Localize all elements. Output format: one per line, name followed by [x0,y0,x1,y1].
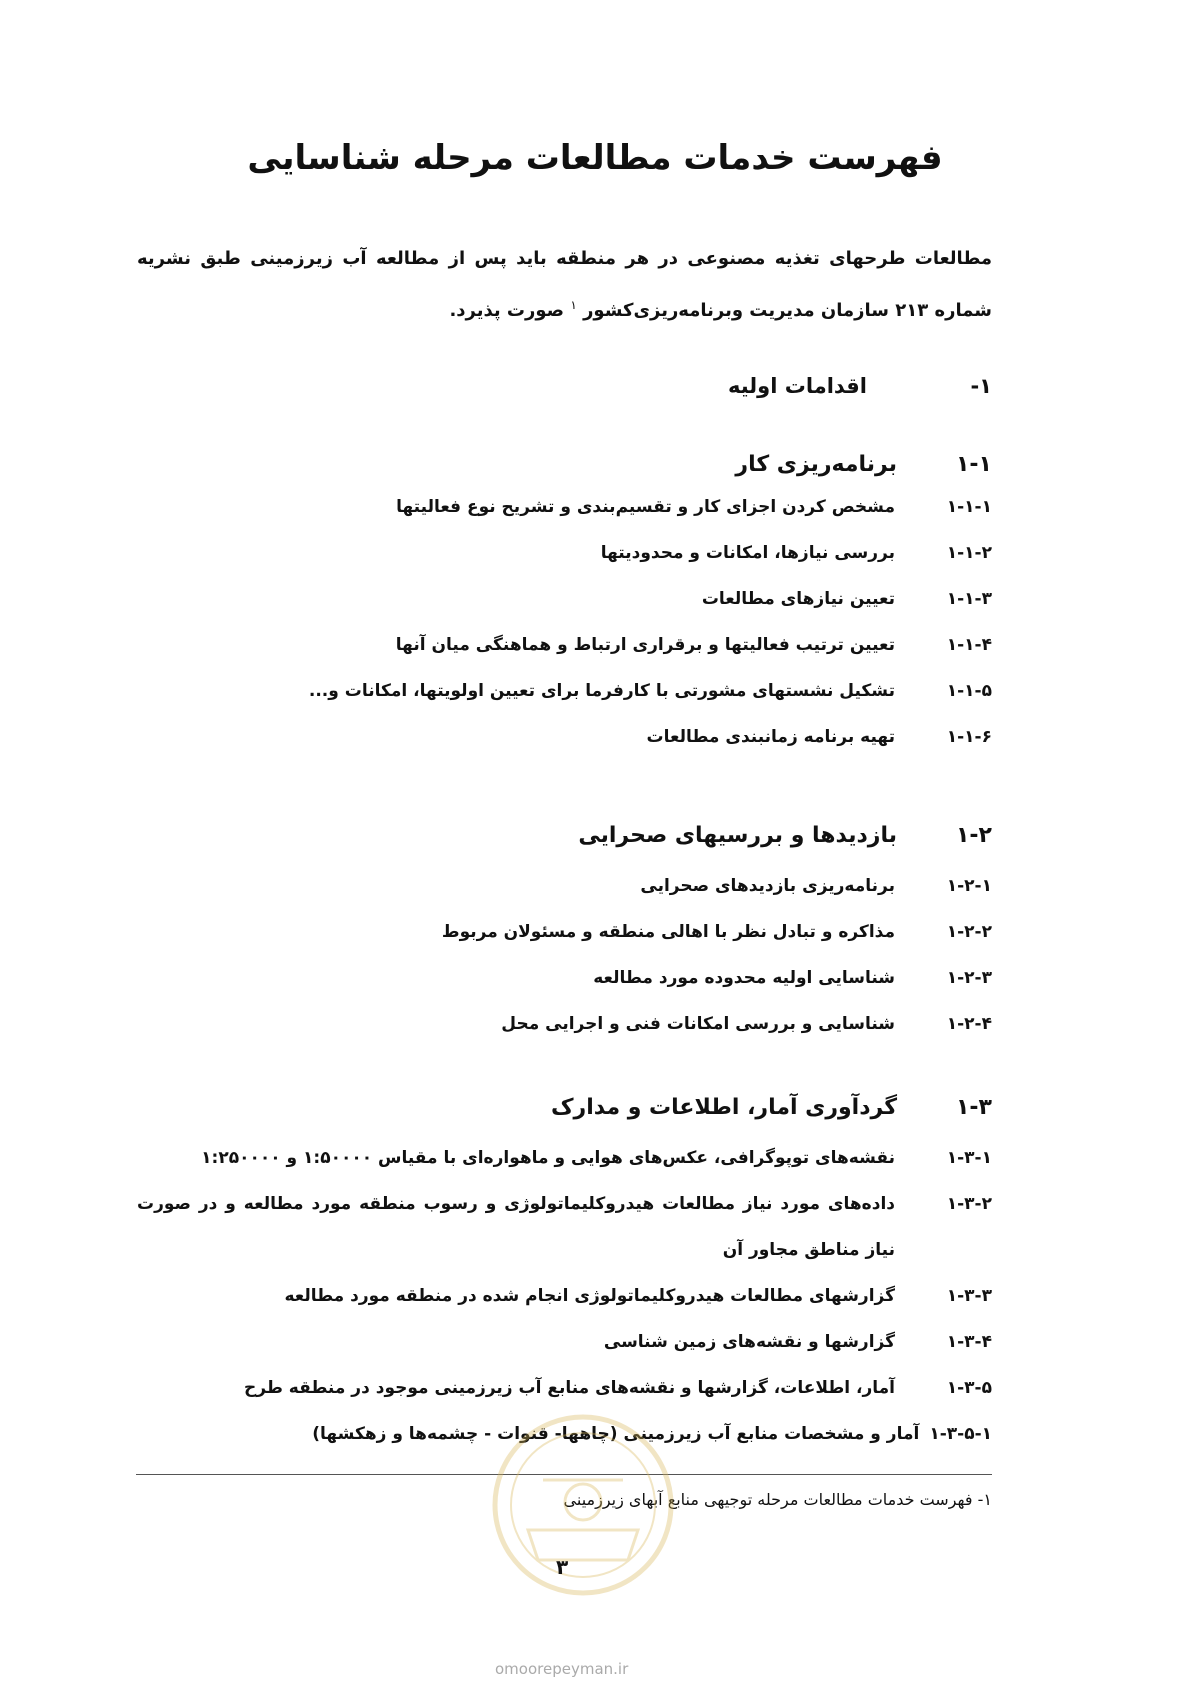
section-number: ۱- [970,374,992,398]
intro-paragraph [137,236,992,334]
section-title: اقدامات اولیه [727,374,867,398]
subsection-number: ۱-۲ [956,823,992,848]
item-text: نقشه‌های توپوگرافی، عکس‌های هوایی و ماهواره‌ای با مقیاس ۱:۵۰۰۰۰ و ۱:۲۵۰۰۰۰ [201,1148,895,1168]
item-text: برنامه‌ریزی بازدیدهای صحرایی [640,876,895,896]
list-item [593,955,992,1001]
list-item [501,1001,992,1047]
item-text: گزارشهای مطالعات هیدروکلیماتولوژی انجام شده در منطقه مورد مطالعه [284,1286,895,1306]
item-text: تعیین نیازهای مطالعات [701,589,895,609]
item-text: داده‌های مورد نیاز مطالعات هیدروکلیماتولوژی و رسوب منطقه مورد مطالعه و در صورت نیاز مناطق مجاور آن [137,1194,895,1260]
item-number: ۱-۳-۵-۱ [929,1424,992,1444]
list-item [702,576,992,622]
item-number: ۱-۲-۱ [946,876,992,896]
item-number: ۱-۲-۴ [946,1014,992,1034]
item-text: شناسایی اولیه محدوده مورد مطالعه [593,968,895,988]
item-number: ۱-۳-۳ [946,1286,992,1306]
item-number: ۱-۱-۴ [946,635,992,655]
item-text: تهیه برنامه زمانبندی مطالعات [646,727,895,747]
subsection-title: گردآوری آمار، اطلاعات و مدارک [551,1095,897,1120]
page-number: ۳ [556,1555,569,1579]
item-number: ۱-۳-۵ [946,1378,992,1398]
section-heading-1 [728,374,992,398]
subsection-heading-1-1 [735,452,992,477]
footnote-mark: ۱ [570,298,577,312]
item-number: ۱-۲-۲ [946,922,992,942]
subsection-heading-1-3 [551,1095,992,1120]
list-item [396,622,992,668]
item-number: ۱-۱-۳ [946,589,992,609]
item-number: ۱-۱-۱ [946,497,992,517]
watermark-url: omoorepeyman.ir [495,1660,629,1678]
list-item [284,1273,992,1319]
item-text: بررسی نیازها، امکانات و محدودیتها [600,543,895,563]
item-text: شناسایی و بررسی امکانات فنی و اجرایی محل [501,1014,895,1034]
intro-text: مطالعات طرحهای تغذیه مصنوعی در هر منطقه باید پس از مطالعه آب زیرزمینی طبق نشریه شماره ۲۱۳ سازمان مدیریت وبرنامه‌ریزی‌کشور [137,248,992,321]
list-item [137,1181,992,1273]
item-number: ۱-۱-۵ [946,681,992,701]
item-number: ۱-۳-۴ [946,1332,992,1352]
item-number: ۱-۳-۱ [946,1148,992,1168]
list-item [244,1365,992,1411]
item-number: ۱-۱-۶ [946,727,992,747]
subsection-title: بازدیدها و بررسیهای صحرایی [578,823,897,848]
item-text: آمار، اطلاعات، گزارشها و نقشه‌های منابع آب زیرزمینی موجود در منطقه طرح [244,1378,895,1398]
item-number: ۱-۳-۲ [946,1194,992,1214]
item-text: گزارشها و نقشه‌های زمین شناسی [603,1332,895,1352]
watermark-seal-icon [488,1410,678,1600]
item-number: ۱-۱-۲ [946,543,992,563]
item-text: مذاکره و تبادل نظر با اهالی منطقه و مسئولان مربوط [441,922,895,942]
list-item [442,909,992,955]
subsection-number: ۱-۳ [956,1095,992,1120]
intro-text-end: صورت پذیرد. [449,300,565,321]
subsection-title: برنامه‌ریزی کار [735,452,897,477]
list-item [201,1135,992,1181]
list-item [647,714,992,760]
item-text: مشخص کردن اجزای کار و تقسیم‌بندی و تشریح نوع فعالیتها [396,497,895,517]
subsection-number: ۱-۱ [956,452,992,477]
item-number: ۱-۲-۳ [946,968,992,988]
item-text: آمار و مشخصات منابع آب زیرزمینی (چاهها- قنوات - چشمه‌ها و زهکشها) [312,1424,920,1444]
subsection-heading-1-2 [578,823,992,848]
list-item [604,1319,992,1365]
item-text: تشکیل نشستهای مشورتی با کارفرما برای تعیین اولویتها، امکانات و... [308,681,895,701]
list-item [396,484,992,530]
list-item [601,530,992,576]
footnote: ۱- فهرست خدمات مطالعات مرحله توجیهی منابع آبهای زیرزمینی [563,1490,992,1509]
page-title: فهرست خدمات مطالعات مرحله شناسایی [247,138,943,178]
item-text: تعیین ترتیب فعالیتها و برقراری ارتباط و هماهنگی میان آنها [395,635,895,655]
list-item [309,668,992,714]
list-item [640,863,992,909]
